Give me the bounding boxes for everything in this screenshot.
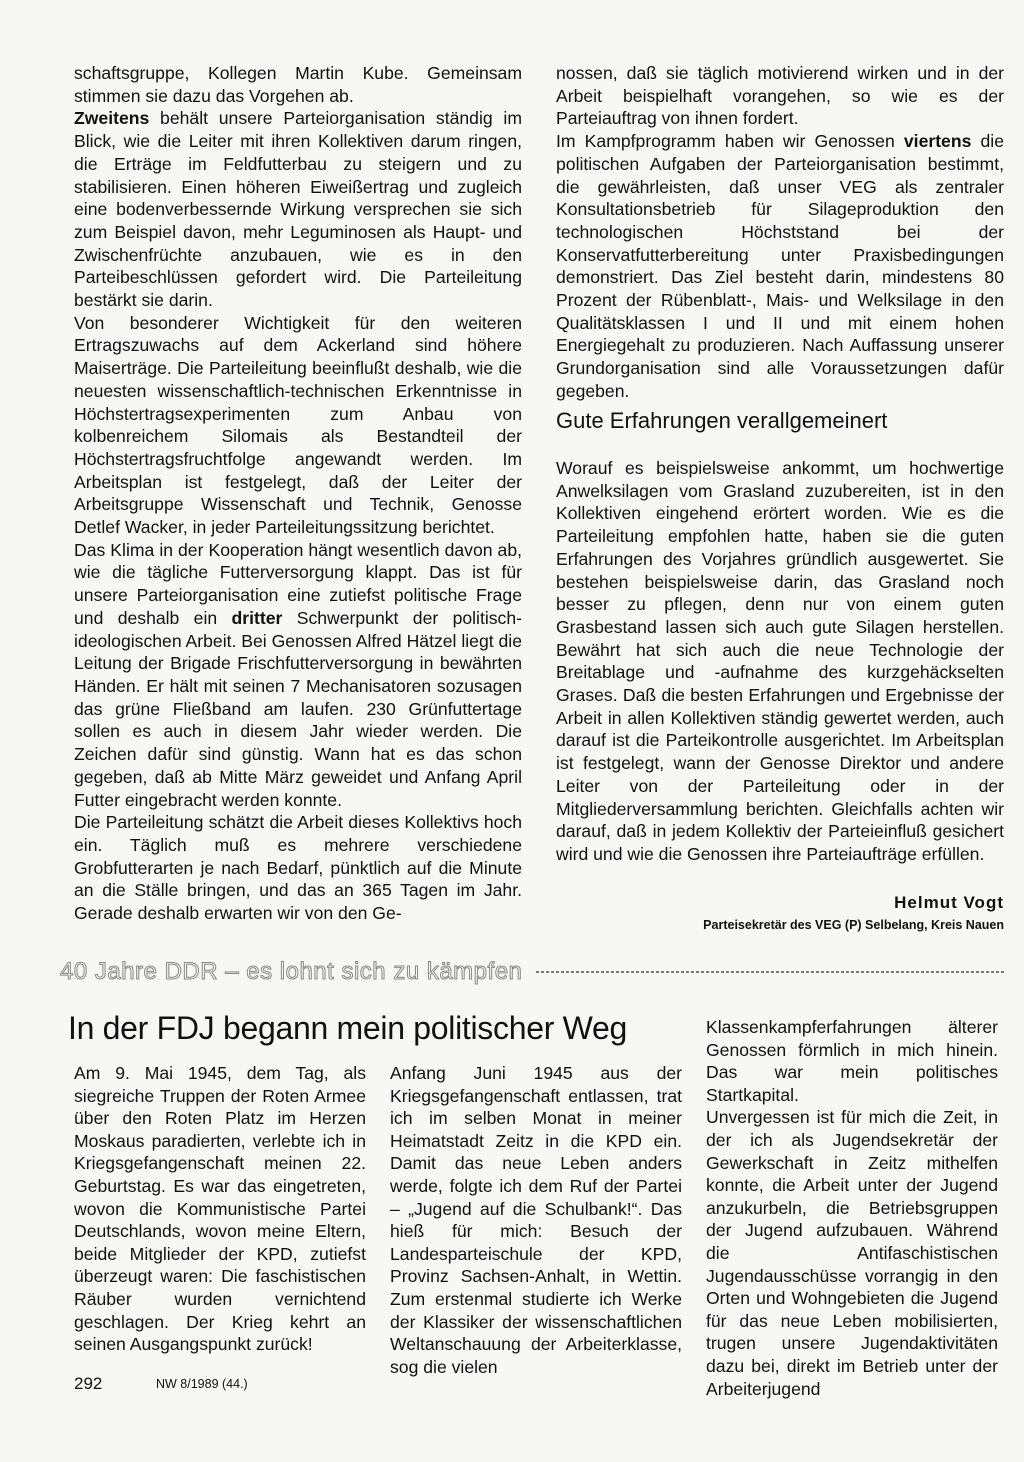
emphasis: Zweitens <box>74 108 150 129</box>
series-banner-text: 40 Jahre DDR – es lohnt sich zu kämpfen <box>60 958 523 985</box>
paragraph <box>74 107 522 311</box>
column-2-continued <box>556 457 1004 866</box>
article-column-1 <box>74 1062 366 1356</box>
article-column-3 <box>706 1016 998 1400</box>
column-2 <box>556 62 1004 403</box>
paragraph: Von besonderer Wichtigkeit für den weiteren Ertragszuwachs auf dem Ackerland sind höhere Maiserträge. Die Parteileitung beeinflußt deshalb, wie die neuesten wissenschaftlich-technischen Erkenntnisse in Höchstertragsexperimenten zum Anbau von kolbenreichem Silomais als Bestandteil der Höchstertragsfruchtfolge angewandt werden. Im Arbeitsplan ist festgelegt, daß der Leiter der Arbeitsgruppe Wissenschaft und Technik, Genosse Detlef Wacker, in jeder Parteileitungssitzung berichtet. <box>74 312 522 538</box>
paragraph <box>556 130 1004 402</box>
paragraph <box>74 539 522 811</box>
banner-rule <box>536 971 1005 973</box>
paragraph: Unvergessen ist für mich die Zeit, in der ich als Jugendsekretär der Gewerkschaft in Zeitz mithelfen konnte, die Arbeit unter der Jugend anzukurbeln, die Betriebsgruppen der Jugend aufzubauen. Während die Antifaschistischen Jugendausschüsse vorrangig in den Orten und Wohngebieten die Jugend für das neue Leben mobilisierten, trugen unsere Jugendaktivitäten dazu bei, direkt im Betrieb unter der Arbeiterjugend <box>706 1107 998 1399</box>
paragraph-text: behält unsere Parteiorganisation ständig im Blick, wie die Leiter mit ihren Kollektiven darum ringen, die Erträge im Feldfutterbau zu steigern und zu stabilisieren. Einen höheren Eiweißertrag und zugleich eine bodenverbessernde Wirkung versprechen sie sich zum Beispiel davon, mehr Leguminosen als Haupt- und Zwischenfrüchte anzubauen, wie es in den Parteibeschlüssen gefordert wird. Die Parteileitung bestärkt sie darin. <box>74 108 522 311</box>
paragraph: Anfang Juni 1945 aus der Kriegsgefangenschaft entlassen, trat ich im selben Monat in meiner Heimatstadt Zeitz in die KPD ein. Damit das neue Leben anders werde, folgte ich dem Ruf der Partei – „Jugend auf die Schulbank!“. Das hieß für mich: Besuch der Landesparteischule der KPD, Provinz Sachsen-Anhalt, in Wettin. Zum erstenmal studierte ich Werke der Klassiker der wissenschaftlichen Weltanschauung der Arbeiterklasse, sog die vielen <box>390 1063 682 1377</box>
emphasis: viertens <box>903 131 972 152</box>
paragraph: Am 9. Mai 1945, dem Tag, als siegreiche Truppen der Roten Armee über den Roten Platz im Herzen Moskaus paradierten, verlebte ich in Kriegsgefangenschaft meinen 22. Geburtstag. Es war das eingetreten, wovon die Kommunistische Partei Deutschlands, wovon meine Eltern, beide Mitglieder der KPD, zutiefst überzeugt waren: Die faschistischen Räuber wurden vernichtend geschlagen. Der Krieg kehrt an seinen Ausgangspunkt zurück! <box>74 1063 366 1355</box>
column-1 <box>74 62 522 925</box>
page-number: 292 <box>74 1374 103 1393</box>
author-name: Helmut Vogt <box>894 893 1004 912</box>
paragraph: Klassenkampferfahrungen älterer Genossen förmlich in mich hinein. Das war mein politisches Startkapital. <box>706 1017 998 1105</box>
paragraph: nossen, daß sie täglich motivierend wirken und in der Arbeit beispielhaft vorangehen, so wie es der Parteiauftrag von ihnen fordert. <box>556 63 1004 129</box>
paragraph-text: Das Klima in der Kooperation hängt wesentlich davon ab, wie die tägliche Futterversorgung klappt. Das ist für unsere Parteiorganisation eine zutiefst politische Frage und deshalb ein <box>74 539 522 628</box>
paragraph: Die Parteileitung schätzt die Arbeit dieses Kollektivs hoch ein. Täglich muß es mehrere verschiedene Grobfutterarten je nach Bedarf, pünktlich auf die Minute an die Ställe bringen, und das an 365 Tagen im Jahr. Gerade deshalb erwarten wir von den Ge- <box>74 812 522 924</box>
author-role: Parteisekretär des VEG (P) Selbelang, Kreis Nauen <box>703 918 1004 932</box>
issue-label: NW 8/1989 (44.) <box>156 1377 248 1391</box>
paragraph-text: Schwerpunkt der politisch-ideologischen Arbeit. Bei Genossen Alfred Hätzel liegt die Leitung der Brigade Frischfutterversorgung in bewährten Händen. Er hält mit seinen 7 Mechanisatoren sozusagen das grüne Fließband am laufen. 230 Grünfuttertage sollen es auch in diesem Jahr wieder werden. Die Zeichen dafür sind günstig. Wann hat es das schon gegeben, daß ab Mitte März geweidet und Anfang April Futter eingebracht werden konnte. <box>74 607 522 810</box>
emphasis: dritter <box>231 607 283 628</box>
paragraph-text: die politischen Aufgaben der Parteiorganisation bestimmt, die gewährleisten, daß unser VEG als zentraler Konsultationsbetrieb für Silageproduktion den technologischen Höchststand bei der Konservatfutterbereitung unter Praxisbedingungen demonstriert. Das Ziel besteht darin, mindestens 80 Prozent der Rübenblatt-, Mais- und Welksilage in den Qualitätsklassen I und II und mit einem hohen Energiegehalt zu produzieren. Nach Auffassung unserer Grundorganisation sind alle Voraussetzungen dafür gegeben. <box>556 131 1004 401</box>
section-subheading: Gute Erfahrungen verallgemeinert <box>556 408 888 433</box>
series-banner <box>60 958 1005 986</box>
paragraph-text: Im Kampfprogramm haben wir Genossen <box>556 131 904 152</box>
paragraph: schaftsgruppe, Kollegen Martin Kube. Gemeinsam stimmen sie dazu das Vorgehen ab. <box>74 63 522 106</box>
article-title: In der FDJ begann mein politischer Weg <box>68 1010 627 1046</box>
article-column-2 <box>390 1062 682 1378</box>
paragraph: Worauf es beispielsweise ankommt, um hochwertige Anwelksilagen vom Grasland zuzubereiten, ist in den Kollektiven eingehend erörtert worden. Wie es die Parteileitung empfohlen hatte, haben sie die guten Erfahrungen des Vorjahres gründlich ausgewertet. Sie bestehen beispielsweise darin, das Grasland noch besser zu pflegen, denn nur von einem guten Grasbestand lassen sich auch gute Silagen herstellen. Bewährt hat sich auch die neue Technologie der Breitablage und -aufnahme des kurzgehäckselten Grases. Daß die besten Erfahrungen und Ergebnisse der Arbeit in allen Kollektiven ständig gewertet werden, auch darauf ist die Parteikontrolle ausgerichtet. Im Arbeitsplan ist festgelegt, wann der Genosse Direktor und andere Leiter von der Parteileitung oder in der Mitgliederversammlung berichten. Gleichfalls achten wir darauf, daß in jedem Kollektiv der Parteieinfluß gesichert wird und wie die Genossen ihre Parteiaufträge erfüllen. <box>556 458 1004 864</box>
